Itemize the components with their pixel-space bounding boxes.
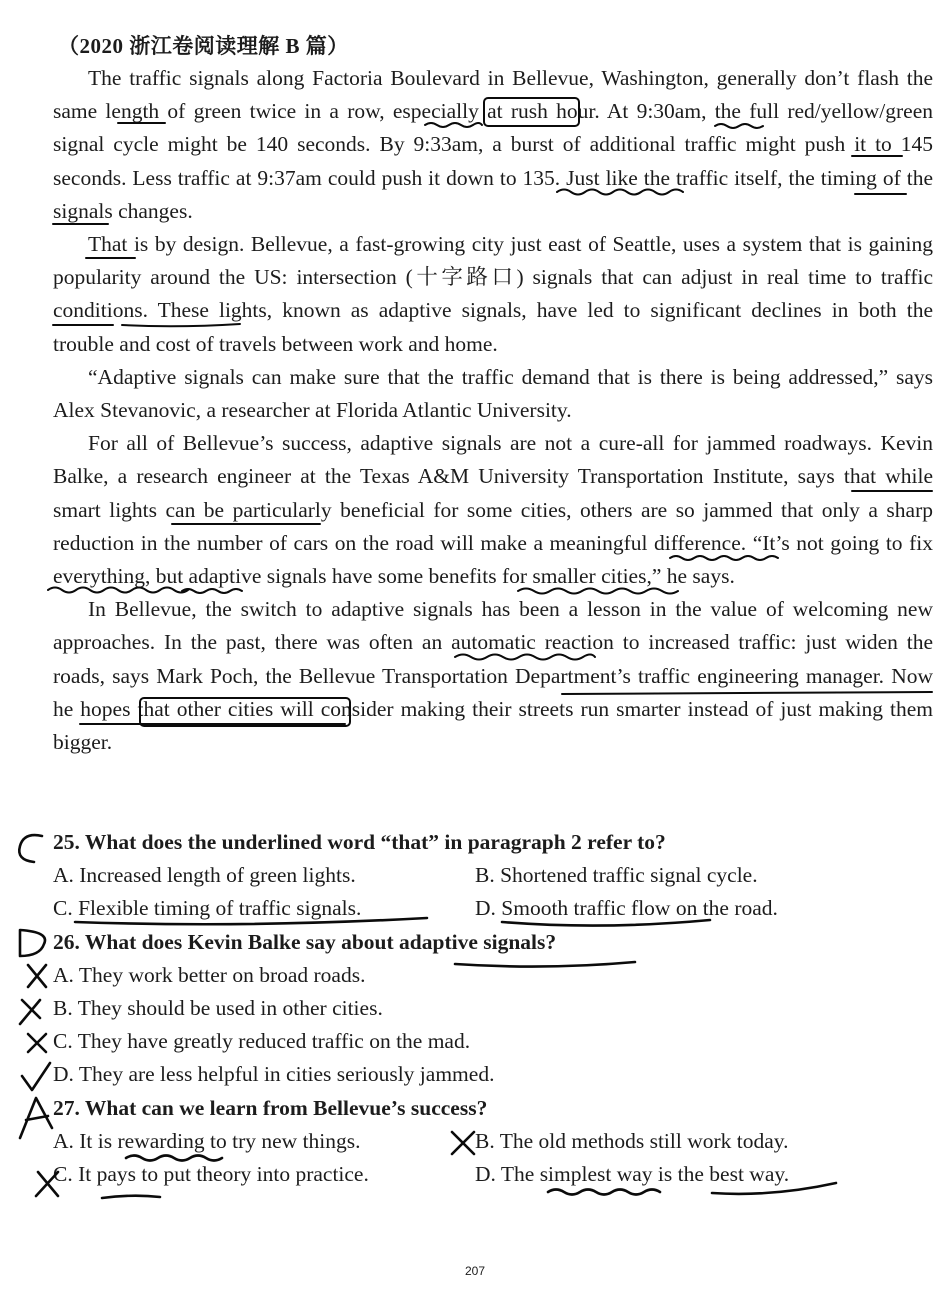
cross-mark-26a [28, 965, 46, 987]
paragraph-3: “Adaptive signals can make sure that the traffic demand that is there is being addressed,” says Alex Stevanovic, a researcher at Florida Atlantic University. [53, 364, 933, 423]
paragraph-2: That is by design. Bellevue, a fast-growing city just east of Seattle, uses a system that is gaining popularity around the US: intersection (十字路口) signals that can adjust in real time to traffic conditions. These lights, known as adaptive signals, have led to significant declines in both the trouble and cost of travels between work and home. [53, 232, 933, 356]
question-stem: 27. What can we learn from Bellevue’s success? [53, 1095, 488, 1120]
question-list [53, 826, 933, 1191]
option-b[interactable]: B. They should be used in other cities. [53, 996, 383, 1021]
answer-d-mark [20, 930, 45, 956]
paragraph-5: In Bellevue, the switch to adaptive signals has been a lesson in the value of welcoming new approaches. In the past, there was often an automatic reaction to increased traffic: just widen the roads, says Mark Poch, the Bellevue Transportation Department’s traffic engineering manager. Now he hopes that other cities will consider making their streets run smarter instead of just making them bigger. [53, 597, 933, 755]
option-a[interactable]: A. It is rewarding to try new things. [53, 1128, 361, 1153]
option-b[interactable]: B. The old methods still work today. [475, 1128, 789, 1153]
tick-mark-26d [22, 1063, 50, 1090]
question-stem: 25. What does the underlined word “that” in paragraph 2 refer to? [53, 830, 666, 854]
cross-mark-26b [20, 1000, 40, 1024]
reading-passage [53, 62, 933, 759]
question-26 [53, 926, 933, 1092]
exam-title: （2020 浙江卷阅读理解 B 篇） [58, 34, 349, 58]
option-c[interactable]: C. Flexible timing of traffic signals. [53, 896, 362, 921]
answer-a-mark [20, 1098, 52, 1138]
option-d[interactable]: D. The simplest way is the best way. [475, 1162, 790, 1187]
paragraph-4: For all of Bellevue’s success, adaptive signals are not a cure-all for jammed roadways. Kevin Balke, a research engineer at the Texas A&M University Transportation Institute, says that while smart lights can be particularly beneficial for some cities, others are so jammed that only a sharp reduction in the number of cars on the road will make a meaningful difference. “It’s not going to fix everything, but adaptive signals have some benefits for smaller cities,” he says. [53, 431, 933, 589]
option-c[interactable]: C. They have greatly reduced traffic on the mad. [53, 1029, 471, 1054]
question-25 [53, 826, 933, 926]
option-b[interactable]: B. Shortened traffic signal cycle. [475, 863, 758, 888]
page-number: 207 [464, 1264, 486, 1278]
underline-pays [102, 1196, 160, 1198]
question-27 [53, 1092, 933, 1192]
option-c[interactable]: C. It pays to put theory into practice. [53, 1162, 369, 1187]
answer-c-mark [19, 835, 42, 862]
option-d[interactable]: D. They are less helpful in cities seriously jammed. [53, 1062, 495, 1087]
option-a[interactable]: A. Increased length of green lights. [53, 863, 356, 888]
option-d[interactable]: D. Smooth traffic flow on the road. [475, 896, 778, 921]
question-stem: 26. What does Kevin Balke say about adaptive signals? [53, 929, 557, 954]
option-a[interactable]: A. They work better on broad roads. [53, 962, 366, 987]
cross-mark-26c [28, 1034, 46, 1052]
paragraph-1: The traffic signals along Factoria Boulevard in Bellevue, Washington, generally don’t flash the same length of green twice in a row, especially at rush hour. At 9:30am, the full red/yellow/green signal cycle might be 140 seconds. By 9:33am, a burst of additional traffic might push it to 145 seconds. Less traffic at 9:37am could push it down to 135. Just like the traffic itself, the timing of the signals changes. [53, 66, 933, 223]
